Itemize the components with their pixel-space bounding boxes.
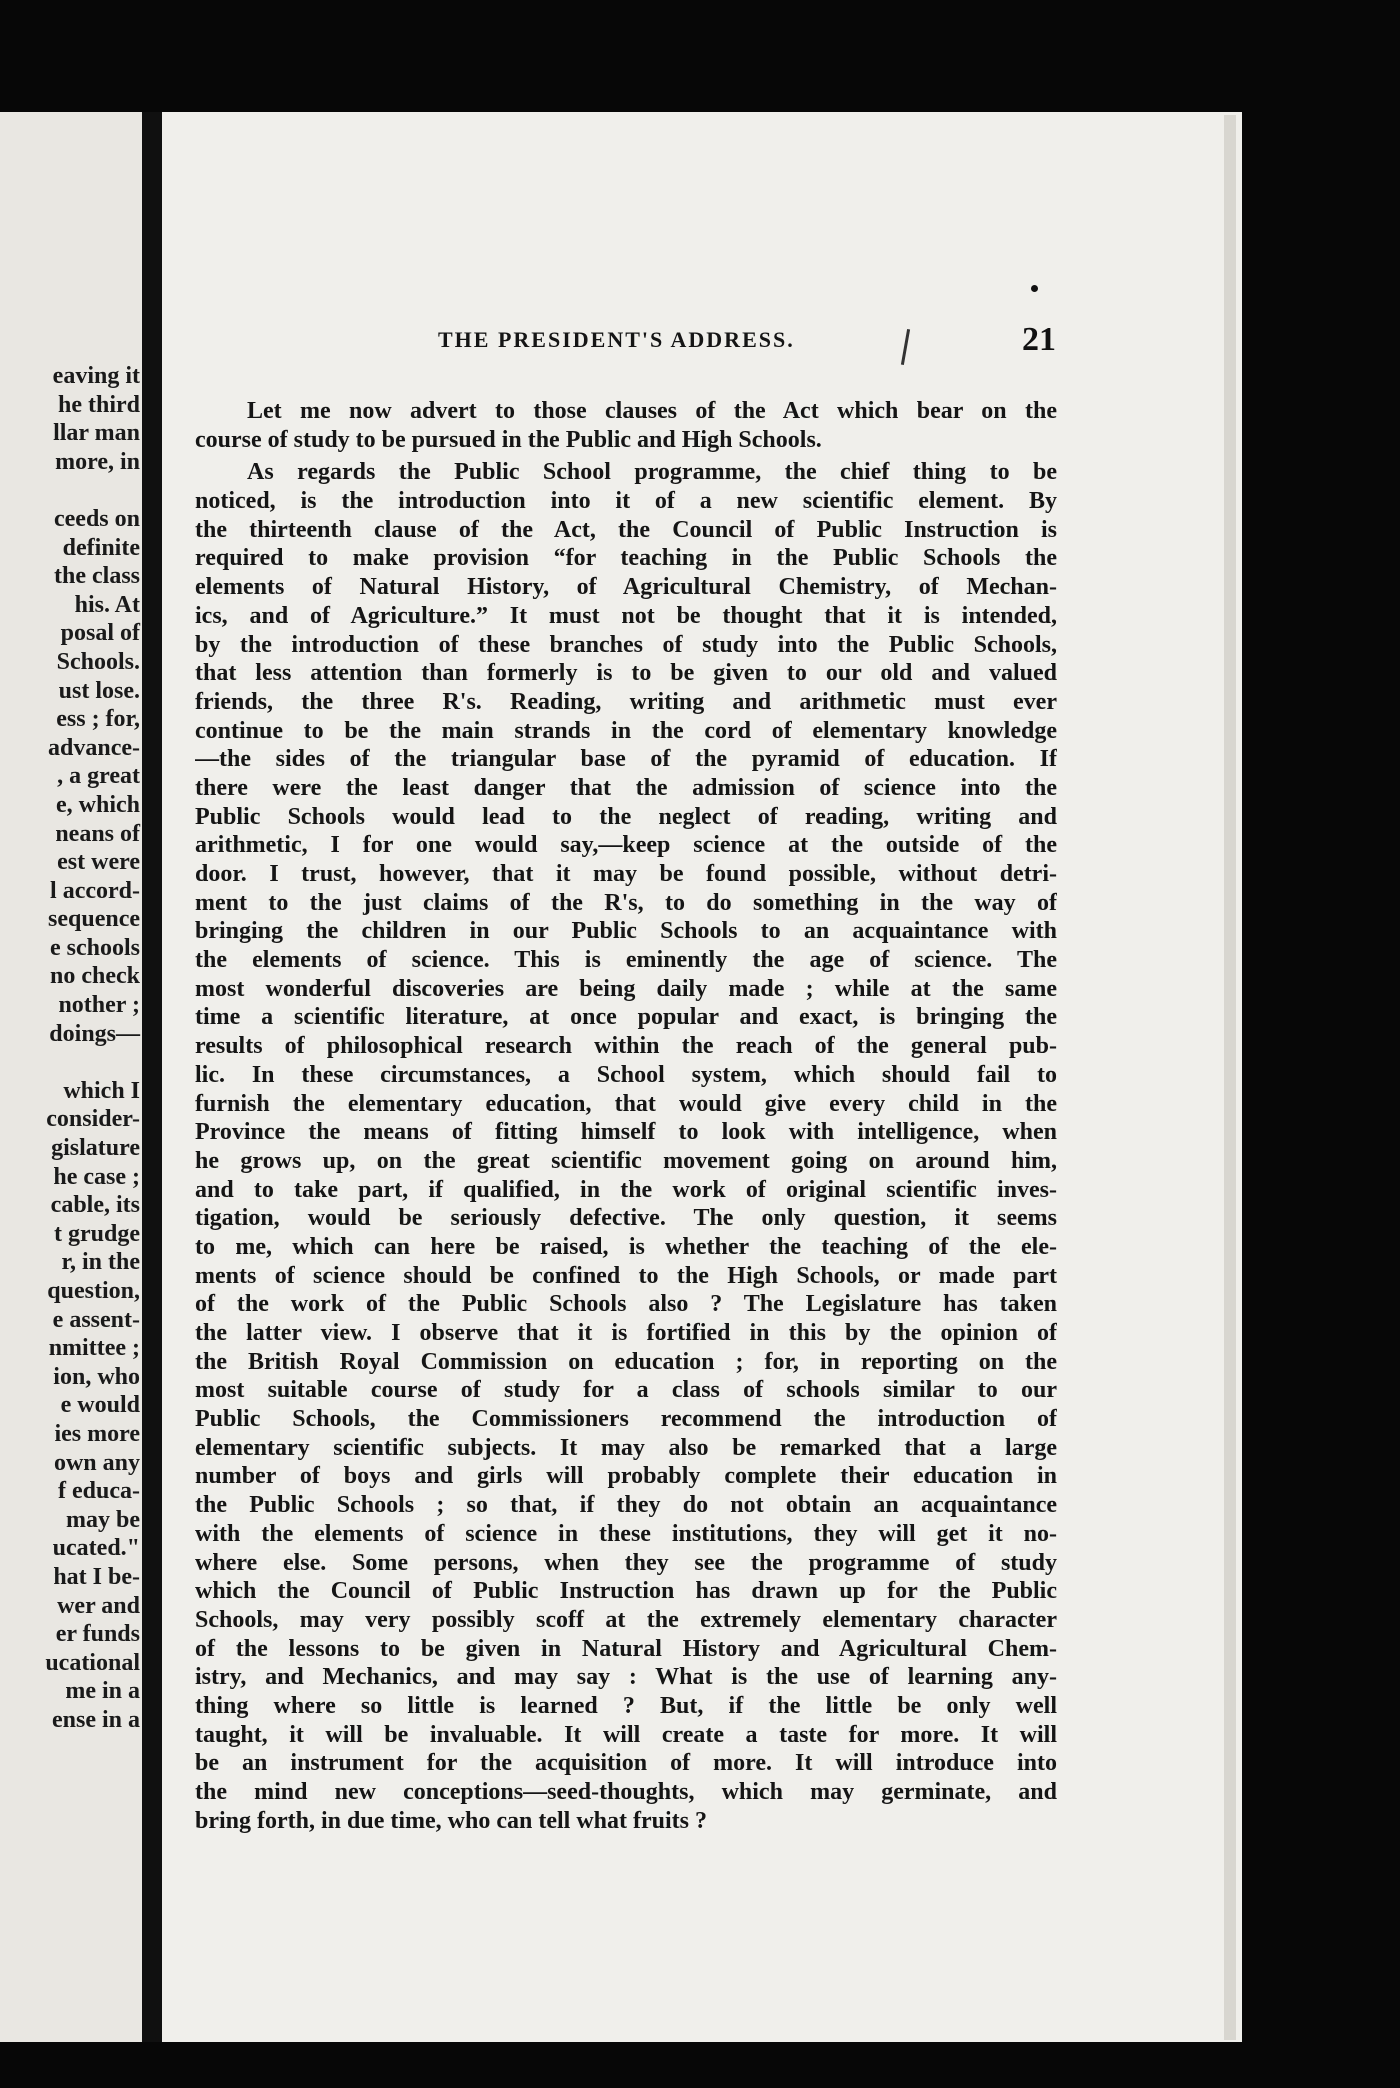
text-line: noticed, is the introduction into it of a new scientific element. By [195,488,1057,515]
text-line: number of boys and girls will probably complete their education in [195,1463,1057,1490]
left-page-line [0,1048,142,1077]
text-line: with the elements of science in these institutions, they will get it no- [195,1520,1057,1547]
left-page-line: llar man [53,420,140,447]
text-line: door. I trust, however, that it may be found possible, without detri- [195,861,1057,887]
text-line: the Public Schools ; so that, if they do not obtain an acquaintance [195,1492,1057,1519]
page-edge-shadow [1224,115,1236,2040]
text-line: that less attention than formerly is to be given to our old and valued [195,660,1057,687]
left-page-line: wer and [57,1592,140,1619]
text-line: friends, the three R's. Reading, writing and arithmetic must ever [195,688,1057,715]
left-page-line: est were [57,849,140,876]
left-page-line: doings— [49,1020,140,1047]
text-line: the British Royal Commission on education ; for, in reporting on the [195,1348,1057,1375]
left-page-line: l accord- [50,877,140,904]
text-line: As regards the Public School programme, the chief thing to be [247,459,1057,486]
body-text [195,397,1057,1835]
left-page-line: no check [50,963,140,990]
page-number: 21 [1022,321,1056,358]
left-page-line: ceeds on [54,505,140,532]
text-line: required to make provision “for teaching in the Public Schools the [195,545,1057,572]
text-line: the elements of science. This is eminently the age of science. The [195,947,1057,974]
running-head [192,323,1056,361]
text-line: elements of Natural History, of Agricultural Chemistry, of Mechan- [195,574,1057,601]
text-line: be an instrument for the acquisition of more. It will introduce into [195,1750,1057,1777]
left-page-line: gislature [51,1135,140,1162]
left-page-line: cable, its [50,1192,140,1219]
text-line: elementary scientific subjects. It may also be remarked that a large [195,1434,1057,1461]
ink-speck [1031,285,1038,292]
left-page-line: he case ; [53,1163,140,1190]
left-page-line: e would [60,1392,140,1419]
text-line: to me, which can here be raised, is whether the teaching of the ele- [195,1233,1057,1260]
text-line: of the work of the Public Schools also ? The Legislature has taken [195,1291,1057,1318]
left-page-line: the class [54,563,140,590]
text-line: istry, and Mechanics, and may say : What is the use of learning any- [195,1664,1057,1691]
left-facing-page [0,112,142,2042]
left-page-line: neans of [55,820,140,847]
text-line: tigation, would be seriously defective. The only question, it seems [195,1205,1057,1232]
left-page-line: ess ; for, [56,706,140,733]
running-head-title: THE PRESIDENT'S ADDRESS. [438,327,795,352]
paragraph-2 [195,458,1057,1835]
left-page-line: e schools [50,934,140,961]
left-page-line: his. At [74,591,140,618]
left-page-line: he third [57,391,140,418]
left-page-line: definite [62,534,140,561]
text-line: he grows up, on the great scientific movement going on around him, [195,1147,1057,1174]
left-page-line: hat I be- [53,1563,140,1590]
left-page-line: e assent- [52,1306,140,1333]
text-line: by the introduction of these branches of study into the Public Schools, [195,631,1057,658]
left-page-line: ucational [45,1649,140,1676]
text-line: time a scientific literature, at once popular and exact, is bringing the [195,1004,1057,1031]
text-line: of the lessons to be given in Natural History and Agricultural Chem- [195,1635,1057,1662]
left-page-line: consider- [46,1106,140,1133]
left-page-line: may be [66,1506,140,1533]
text-line: the mind new conceptions—seed-thoughts, which may germinate, and [195,1779,1057,1805]
paragraph-1 [195,397,1057,454]
text-line: continue to be the main strands in the cord of elementary knowledge [195,717,1057,744]
left-page-line: posal of [60,620,140,647]
text-line: Public Schools, the Commissioners recommend the introduction of [195,1406,1057,1433]
left-page-line: ense in a [51,1706,140,1733]
text-line: Public Schools would lead to the neglect of reading, writing and [195,803,1057,830]
left-page-line: more, in [55,448,140,475]
left-page-line: nmittee ; [48,1335,140,1362]
text-line: taught, it will be invaluable. It will create a taste for more. It will [195,1721,1057,1748]
text-line: bring forth, in due time, who can tell what fruits ? [195,1807,707,1834]
text-line: furnish the elementary education, that would give every child in the [195,1090,1057,1117]
left-page-line: Schools. [56,648,140,675]
book-gutter [142,112,162,2042]
left-page-text-fragments [0,362,142,1735]
left-page-line: eaving it [52,363,140,389]
left-page-line: question, [47,1278,140,1304]
left-page-line: which I [63,1077,140,1104]
text-line: Province the means of fitting himself to look with intelligence, when [195,1119,1057,1146]
left-page-line: e, which [56,791,140,818]
text-line: ments of science should be confined to the High Schools, or made part [195,1262,1057,1289]
left-page-line: own any [53,1449,140,1476]
left-page-line: ion, who [53,1363,140,1390]
text-line: and to take part, if qualified, in the work of original scientific inves- [195,1176,1057,1203]
left-page-line: ust lose. [58,677,140,704]
text-line: which the Council of Public Instruction has drawn up for the Public [195,1578,1057,1605]
text-line: lic. In these circumstances, a School system, which should fail to [195,1061,1057,1088]
text-line: course of study to be pursued in the Public and High Schools. [195,426,822,453]
text-line: Let me now advert to those clauses of the Act which bear on the [247,398,1057,424]
text-line: results of philosophical research within the reach of the general pub- [195,1033,1057,1060]
text-line: arithmetic, I for one would say,—keep science at the outside of the [195,832,1057,859]
text-line: thing where so little is learned ? But, if the little be only well [195,1692,1057,1719]
left-page-line: nother ; [58,992,140,1019]
text-line: Schools, may very possibly scoff at the extremely elementary character [195,1606,1057,1633]
text-line: most wonderful discoveries are being daily made ; while at the same [195,975,1057,1002]
left-page-line: sequence [48,906,140,933]
text-line: the thirteenth clause of the Act, the Council of Public Instruction is [195,516,1057,543]
left-page-line [0,476,142,505]
left-page-line: advance- [48,734,140,761]
text-line: bringing the children in our Public Schools to an acquaintance with [195,918,1057,945]
left-page-line: ies more [54,1420,140,1447]
left-page-line: t grudge [54,1220,140,1247]
left-page-line: ucated." [52,1535,140,1562]
text-line: ment to the just claims of the R's, to do something in the way of [195,889,1057,916]
text-line: —the sides of the triangular base of the pyramid of education. If [195,746,1057,773]
left-page-line: , a great [57,763,140,790]
left-page-line: f educa- [58,1478,140,1505]
text-line: there were the least danger that the admission of science into the [195,774,1057,801]
text-line: the latter view. I observe that it is fortified in this by the opinion of [195,1320,1057,1346]
text-line: most suitable course of study for a class of schools similar to our [195,1377,1057,1404]
pencil-mark [901,329,910,365]
left-page-line: r, in the [61,1249,140,1276]
text-line: where else. Some persons, when they see the programme of study [195,1549,1057,1576]
text-line: ics, and of Agriculture.” It must not be thought that it is intended, [195,602,1057,629]
left-page-line: er funds [55,1621,140,1648]
left-page-line: me in a [65,1678,140,1705]
